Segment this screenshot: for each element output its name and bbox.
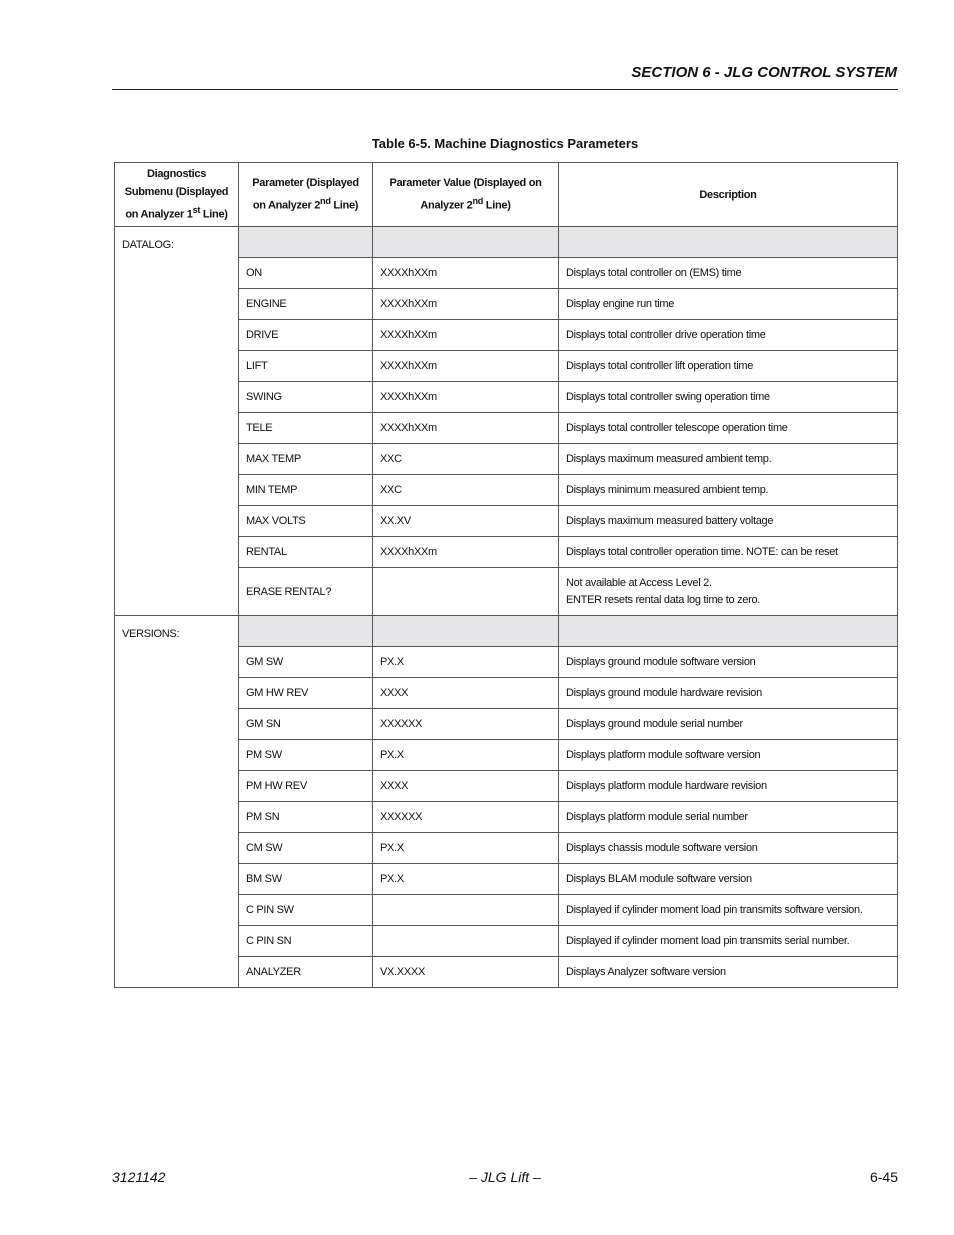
description-line: Displayed if cylinder moment load pin transmits serial number.	[566, 934, 850, 947]
description-line: Displays chassis module software version	[566, 841, 758, 854]
parameter-cell: C PIN SW	[239, 895, 373, 926]
description-line: Displays total controller operation time. NOTE: can be reset	[566, 545, 838, 558]
description-line: Displays ground module hardware revision	[566, 686, 762, 699]
parameter-cell: CM SW	[239, 833, 373, 864]
parameter-cell: MAX TEMP	[239, 444, 373, 475]
value-cell: PX.X	[373, 833, 559, 864]
parameter-cell: ANALYZER	[239, 957, 373, 988]
parameter-cell: GM SN	[239, 709, 373, 740]
description-cell	[559, 802, 898, 833]
parameter-cell: ON	[239, 258, 373, 289]
parameter-cell: MAX VOLTS	[239, 506, 373, 537]
group-shaded-cell	[239, 616, 373, 647]
description-line: Not available at Access Level 2.	[566, 576, 712, 589]
description-cell	[559, 506, 898, 537]
group-header-row	[115, 227, 898, 258]
parameter-cell: TELE	[239, 413, 373, 444]
parameter-cell: GM SW	[239, 647, 373, 678]
value-cell: XXXXXX	[373, 709, 559, 740]
submenu-cell: DATALOG:	[115, 227, 239, 616]
value-cell: XXXXhXXm	[373, 413, 559, 444]
column-header-description: Description	[559, 163, 898, 227]
description-cell	[559, 709, 898, 740]
footer-brand: – JLG Lift –	[469, 1169, 541, 1185]
description-line: Displays total controller lift operation time	[566, 359, 754, 372]
value-cell: XXXXhXXm	[373, 289, 559, 320]
description-line: ENTER resets rental data log time to zero.	[566, 593, 761, 606]
value-cell: XXXXhXXm	[373, 382, 559, 413]
value-cell: XXC	[373, 475, 559, 506]
group-shaded-cell	[559, 616, 898, 647]
description-cell	[559, 413, 898, 444]
value-cell	[373, 895, 559, 926]
description-line: Displays minimum measured ambient temp.	[566, 483, 769, 496]
parameter-cell: GM HW REV	[239, 678, 373, 709]
header-divider	[112, 89, 898, 90]
value-cell: XXXXhXXm	[373, 320, 559, 351]
description-cell	[559, 475, 898, 506]
table-body	[115, 227, 898, 988]
value-cell: XXXXhXXm	[373, 258, 559, 289]
column-header-submenu: Diagnostics Submenu (Displayed on Analyzer 1st Line)	[115, 163, 239, 227]
page-number: 6-45	[869, 1169, 898, 1185]
parameter-cell: ENGINE	[239, 289, 373, 320]
description-cell	[559, 444, 898, 475]
description-cell	[559, 320, 898, 351]
parameter-cell: BM SW	[239, 864, 373, 895]
value-cell: XXXXhXXm	[373, 351, 559, 382]
parameter-cell: PM SN	[239, 802, 373, 833]
description-line: Displays ground module serial number	[566, 717, 743, 730]
section-title: SECTION 6 - JLG CONTROL SYSTEM	[631, 64, 897, 81]
group-shaded-cell	[373, 227, 559, 258]
parameter-cell: RENTAL	[239, 537, 373, 568]
description-line: Displays maximum measured ambient temp.	[566, 452, 772, 465]
description-cell	[559, 771, 898, 802]
description-cell	[559, 926, 898, 957]
value-cell: XX.XV	[373, 506, 559, 537]
parameter-cell: C PIN SN	[239, 926, 373, 957]
description-line: Displays total controller telescope operation time	[566, 421, 788, 434]
description-line: Displays maximum measured battery voltage	[566, 514, 774, 527]
value-cell: XXXXhXXm	[373, 537, 559, 568]
group-header-row	[115, 616, 898, 647]
column-header-parameter: Parameter (Displayed on Analyzer 2nd Line)	[239, 163, 373, 227]
description-cell	[559, 647, 898, 678]
description-cell	[559, 895, 898, 926]
value-cell: PX.X	[373, 740, 559, 771]
group-shaded-cell	[559, 227, 898, 258]
value-cell: XXXXXX	[373, 802, 559, 833]
description-line: Displays total controller swing operation time	[566, 390, 770, 403]
description-cell	[559, 537, 898, 568]
group-shaded-cell	[239, 227, 373, 258]
value-cell: XXC	[373, 444, 559, 475]
value-cell: VX.XXXX	[373, 957, 559, 988]
description-line: Display engine run time	[566, 297, 675, 310]
description-line: Displays platform module serial number	[566, 810, 748, 823]
diagnostics-table	[114, 162, 898, 988]
description-line: Displayed if cylinder moment load pin transmits software version.	[566, 903, 863, 916]
description-line: Displays platform module software version	[566, 748, 761, 761]
description-cell	[559, 864, 898, 895]
parameter-cell: PM HW REV	[239, 771, 373, 802]
group-shaded-cell	[373, 616, 559, 647]
value-cell: PX.X	[373, 864, 559, 895]
description-cell	[559, 351, 898, 382]
description-line: Displays ground module software version	[566, 655, 756, 668]
value-cell	[373, 568, 559, 616]
description-line: Displays platform module hardware revision	[566, 779, 767, 792]
parameter-cell: LIFT	[239, 351, 373, 382]
description-cell	[559, 382, 898, 413]
description-cell	[559, 258, 898, 289]
parameter-cell: PM SW	[239, 740, 373, 771]
description-line: Displays BLAM module software version	[566, 872, 752, 885]
parameter-cell: SWING	[239, 382, 373, 413]
doc-number: 3121142	[112, 1169, 166, 1185]
parameter-cell: DRIVE	[239, 320, 373, 351]
description-cell	[559, 957, 898, 988]
parameter-cell: MIN TEMP	[239, 475, 373, 506]
table-caption: Table 6-5. Machine Diagnostics Parameters	[371, 136, 639, 151]
description-line: Displays total controller drive operation time	[566, 328, 766, 341]
column-header-value: Parameter Value (Displayed on Analyzer 2nd Line)	[373, 163, 559, 227]
description-line: Displays total controller on (EMS) time	[566, 266, 742, 279]
value-cell	[373, 926, 559, 957]
parameter-cell: ERASE RENTAL?	[239, 568, 373, 616]
value-cell: XXXX	[373, 771, 559, 802]
value-cell: XXXX	[373, 678, 559, 709]
description-cell	[559, 740, 898, 771]
description-cell	[559, 289, 898, 320]
description-cell	[559, 678, 898, 709]
value-cell: PX.X	[373, 647, 559, 678]
description-cell	[559, 833, 898, 864]
description-cell	[559, 568, 898, 616]
table-header-row	[115, 163, 898, 227]
description-line: Displays Analyzer software version	[566, 965, 726, 978]
submenu-cell: VERSIONS:	[115, 616, 239, 988]
